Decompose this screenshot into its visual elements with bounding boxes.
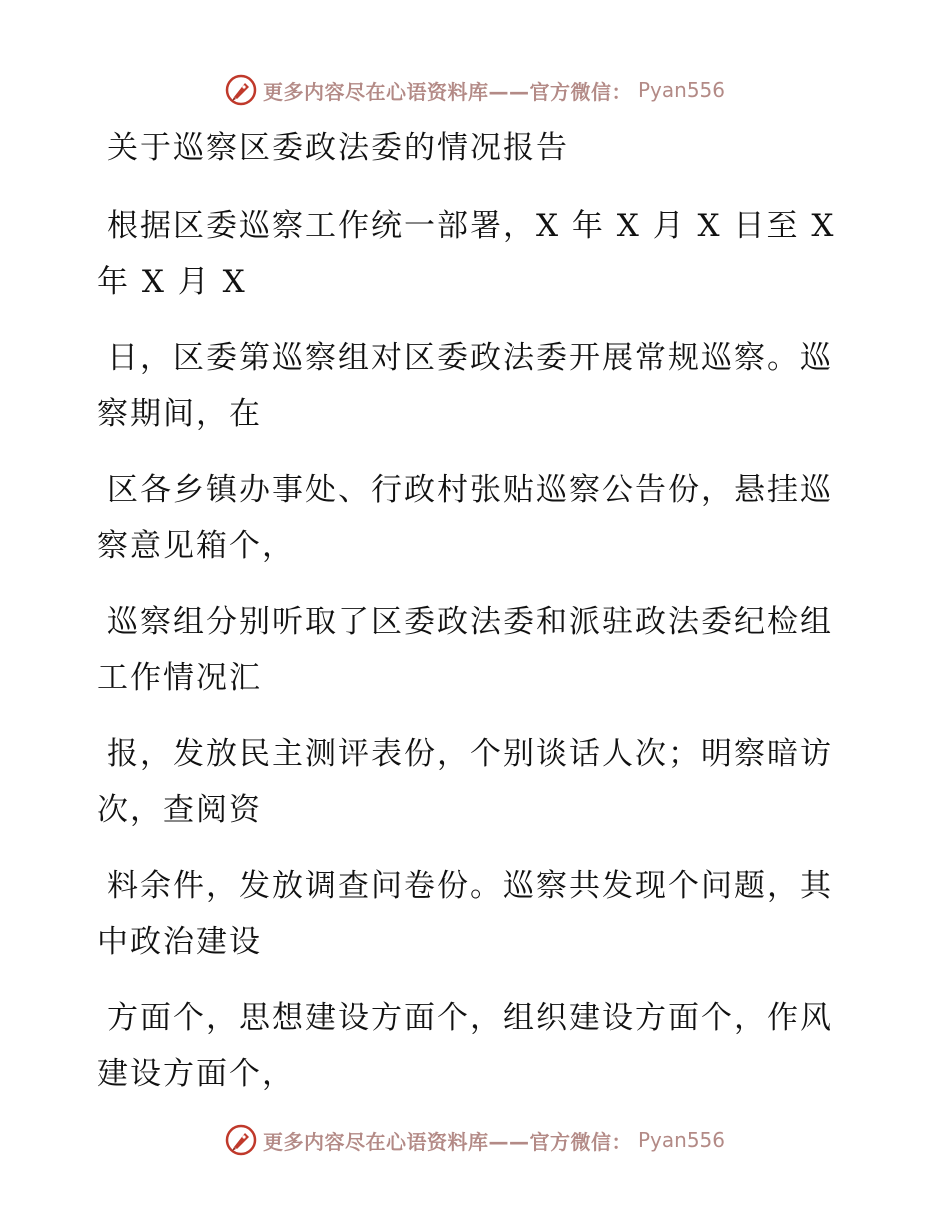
watermark-text: 更多内容尽在心语资料库——官方微信：: [262, 1129, 632, 1154]
paragraph: 根据区委巡察工作统一部署，X 年 X 月 X 日至 X 年 X 月 X: [97, 208, 836, 300]
watermark-wechat-id: Pyan556: [637, 1128, 725, 1152]
pen-nib-logo-icon: [225, 74, 257, 106]
paragraph: 料余件，发放调查问卷份。巡察共发现个问题，其中政治建设: [97, 868, 833, 960]
pen-nib-logo-icon: [225, 1124, 257, 1156]
paragraph: 方面个，思想建设方面个，组织建设方面个，作风建设方面个，: [97, 1000, 833, 1092]
document-title: 关于巡察区委政法委的情况报告: [107, 130, 569, 166]
paragraph: 报，发放民主测评表份，个别谈话人次；明察暗访次，查阅资: [97, 736, 833, 828]
footer-watermark: [0, 1120, 950, 1160]
paragraph: 日，区委第巡察组对区委政法委开展常规巡察。巡察期间，在: [97, 340, 833, 432]
paragraph: 区各乡镇办事处、行政村张贴巡察公告份，悬挂巡察意见箱个，: [97, 472, 833, 564]
document-body: [97, 120, 857, 1122]
watermark-text: 更多内容尽在心语资料库——官方微信：: [262, 79, 632, 104]
paragraph: 巡察组分别听取了区委政法委和派驻政法委纪检组工作情况汇: [97, 604, 833, 696]
header-watermark: [0, 70, 950, 110]
watermark-wechat-id: Pyan556: [637, 78, 725, 102]
